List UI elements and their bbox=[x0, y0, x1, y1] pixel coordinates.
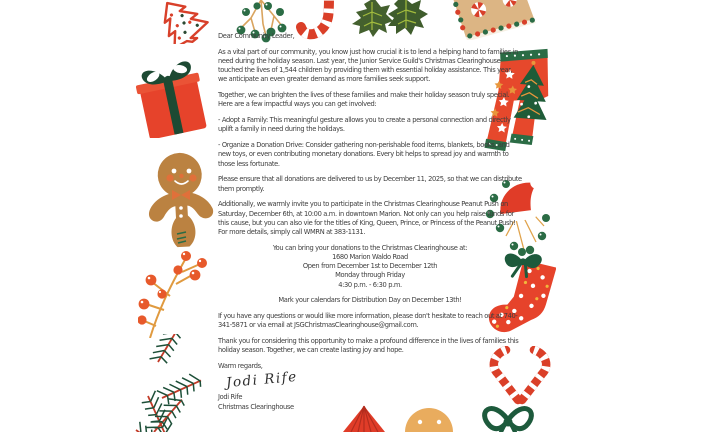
pine-branches-icon bbox=[128, 334, 222, 432]
letter-paragraph-deadline: Please ensure that all donations are delivered to us by December 11, 2025, so that we can distribute them promptly. bbox=[218, 175, 522, 193]
letter-paragraph-peanut-push: Additionally, we warmly invite you to participate in the Christmas Clearinghouse Peanut Push on Saturday, December 6th, at 10:00 a.m. in downtown Marion. Not only can you help raise funds for this cause, but you can also vie for the titles of King, Queen, Prince, or Princess of the Peanut Push! For more details, simply call WMRN at 383-1131. bbox=[218, 200, 516, 237]
letter-paragraph-contact: If you have any questions or would like more information, please don't hesitate to reach out at 740-341-5871 or via email at JSGChristmasClearinghouse@gmail.com. bbox=[218, 312, 518, 330]
signer-name: Jodi Rife bbox=[218, 393, 243, 402]
letter-paragraph-thanks: Thank you for considering this opportunity to make a profound difference in the lives of families this holiday season. Together, we can create lasting joy and hope. bbox=[218, 337, 519, 355]
dropoff-days: Monday through Friday bbox=[335, 271, 405, 280]
letter-paragraph-involve: Together, we can brighten the lives of these families and make their holiday season truly special. Here are a few impactful ways you can get involved: bbox=[218, 91, 510, 109]
salutation: Dear Community Leader, bbox=[218, 32, 295, 40]
dropoff-address: 1680 Marion Waldo Road bbox=[332, 253, 408, 262]
letter-body bbox=[218, 32, 522, 412]
closing-line: Warm regards, bbox=[218, 362, 263, 371]
tree-cookie-icon bbox=[148, 0, 216, 44]
distribution-day-line: Mark your calendars for Distribution Day on December 13th! bbox=[278, 296, 462, 305]
gift-box-icon bbox=[130, 58, 218, 138]
gingerbread-man-icon bbox=[136, 150, 222, 248]
handwritten-signature: Jodi Rife bbox=[225, 369, 299, 392]
berry-branch-icon bbox=[138, 250, 216, 338]
signature-block bbox=[218, 362, 522, 412]
dropoff-dates: Open from December 1st to December 12th bbox=[302, 262, 438, 271]
signer-organization: Christmas Clearinghouse bbox=[218, 402, 294, 411]
dropoff-hours: 4:30 p.m. - 6:30 p.m. bbox=[338, 280, 402, 289]
donation-dropoff-block bbox=[218, 244, 522, 290]
bullet-donation-drive: - Organize a Donation Drive: Consider gathering non-perishable food items, blankets, books, and new toys, or even contributing monetary donations. Every bit helps to spread joy and warmth to those less fortunate. bbox=[218, 141, 510, 168]
letter-paragraph-intro: As a vital part of our community, you know just how crucial it is to lend a helping hand to families in need during the holiday season. Last year, the Junior Service Guild's Christmas Clearinghouse touched the lives of 1,544 children by providing them with essential holiday assistance. This year, we anticipate an even greater demand as more families seek support. bbox=[218, 47, 518, 84]
bullet-adopt-a-family: - Adopt a Family: This meaningful gesture allows you to create a personal connection and directly uplift a family in need during the holidays. bbox=[218, 116, 511, 134]
dropoff-line-1: You can bring your donations to the Christmas Clearinghouse at: bbox=[272, 243, 468, 252]
